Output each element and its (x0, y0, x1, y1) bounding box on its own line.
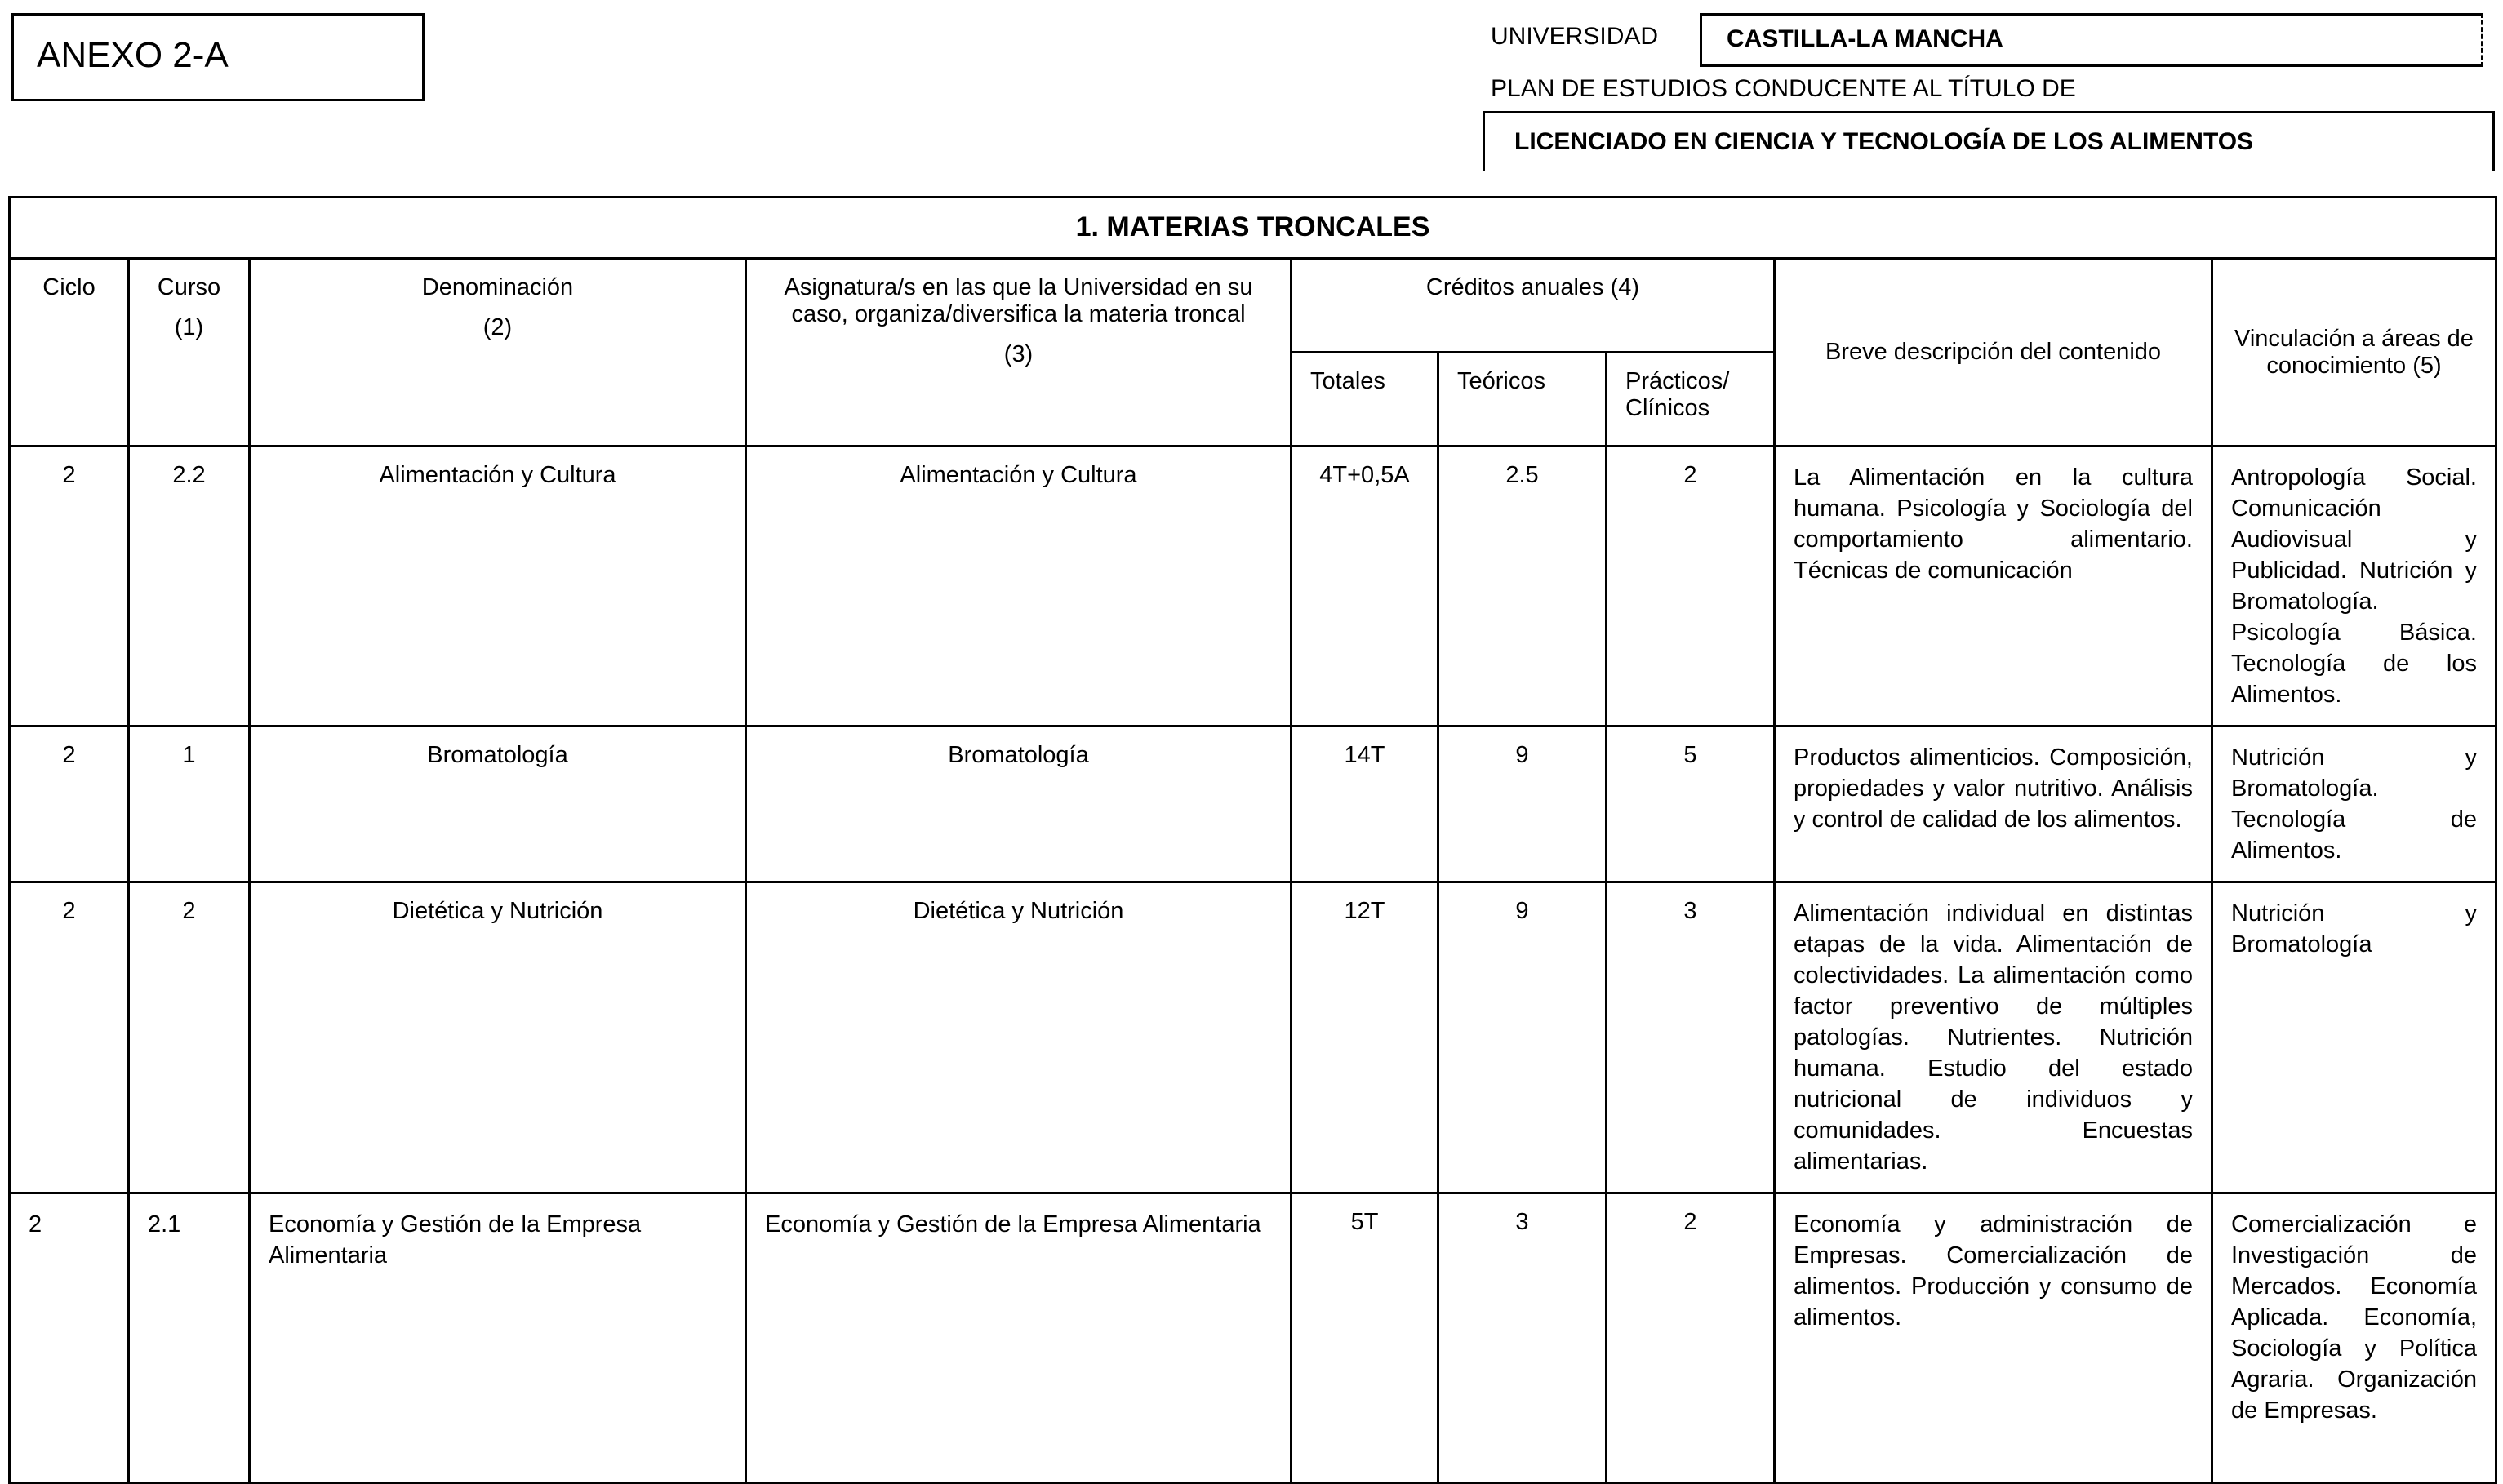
cell-vinculacion: Comercialización e Investigación de Mercados. Economía Aplicada. Economía, Sociología y Política Agraria. Organización de Empresas. (2212, 1193, 2496, 1483)
cell-vinculacion: Nutrición y Bromatología (2212, 882, 2496, 1193)
cell-ciclo: 2 (10, 447, 129, 726)
table-row (10, 1193, 2496, 1483)
header-descripcion: Breve descripción del contenido (1775, 259, 2212, 447)
header-asignaturas-note: (3) (1003, 341, 1034, 367)
cell-curso: 2 (129, 882, 250, 1193)
header-denominacion-note: (2) (482, 314, 513, 340)
table-row (10, 447, 2496, 726)
university-label: UNIVERSIDAD (1491, 23, 1659, 50)
cell-practicos: 2 (1607, 447, 1775, 726)
cell-denominacion: Economía y Gestión de la Empresa Alimentaria (250, 1193, 746, 1483)
header-ciclo-text: Ciclo (42, 274, 96, 300)
degree-title: LICENCIADO EN CIENCIA Y TECNOLOGÍA DE LOS ALIMENTOS (1483, 111, 2495, 171)
cell-asignatura: Alimentación y Cultura (746, 447, 1292, 726)
cell-practicos: 2 (1607, 1193, 1775, 1483)
table-row (10, 726, 2496, 882)
cell-totales: 5T (1292, 1193, 1438, 1483)
cell-teoricos: 9 (1438, 726, 1607, 882)
cell-curso: 2.2 (129, 447, 250, 726)
header-asignaturas (746, 259, 1292, 447)
annex-label: ANEXO 2-A (11, 13, 425, 101)
header-creditos: Créditos anuales (4) (1292, 259, 1775, 353)
header-row (10, 259, 2496, 353)
cell-descripcion: Productos alimenticios. Composición, propiedades y valor nutritivo. Análisis y control de calidad de los alimentos. (1775, 726, 2212, 882)
cell-totales: 14T (1292, 726, 1438, 882)
header-ciclo (10, 259, 129, 447)
university-name: CASTILLA-LA MANCHA (1700, 13, 2483, 67)
header-curso (129, 259, 250, 447)
header-teoricos: Teóricos (1438, 353, 1607, 447)
table-row (10, 882, 2496, 1193)
header-totales: Totales (1292, 353, 1438, 447)
cell-vinculacion: Antropología Social. Comunicación Audiovisual y Publicidad. Nutrición y Bromatología. Psicología Básica. Tecnología de los Alimentos. (2212, 447, 2496, 726)
cell-practicos: 3 (1607, 882, 1775, 1193)
header-curso-note: (1) (174, 314, 204, 340)
header-practicos: Prácticos/ Clínicos (1607, 353, 1775, 447)
cell-denominacion: Dietética y Nutrición (250, 882, 746, 1193)
cell-totales: 4T+0,5A (1292, 447, 1438, 726)
cell-teoricos: 3 (1438, 1193, 1607, 1483)
cell-descripcion: Economía y administración de Empresas. Comercialización de alimentos. Producción y consumo de alimentos. (1775, 1193, 2212, 1483)
cell-descripcion: La Alimentación en la cultura humana. Psicología y Sociología del comportamiento alimentario. Técnicas de comunicación (1775, 447, 2212, 726)
cell-denominacion: Bromatología (250, 726, 746, 882)
header-curso-text: Curso (157, 274, 221, 300)
header-asignaturas-text: Asignatura/s en las que la Universidad en su caso, organiza/diversifica la materia troncal (784, 274, 1253, 327)
cell-asignatura: Dietética y Nutrición (746, 882, 1292, 1193)
header-denominacion (250, 259, 746, 447)
cell-practicos: 5 (1607, 726, 1775, 882)
cell-ciclo: 2 (10, 882, 129, 1193)
cell-asignatura: Economía y Gestión de la Empresa Alimentaria (746, 1193, 1292, 1483)
header-denominacion-text: Denominación (421, 274, 574, 300)
cell-ciclo: 2 (10, 1193, 129, 1483)
cell-teoricos: 2.5 (1438, 447, 1607, 726)
section-title: 1. MATERIAS TRONCALES (10, 198, 2496, 259)
cell-vinculacion: Nutrición y Bromatología. Tecnología de Alimentos. (2212, 726, 2496, 882)
cell-curso: 1 (129, 726, 250, 882)
cell-curso: 2.1 (129, 1193, 250, 1483)
materias-troncales-table (8, 196, 2497, 1484)
plan-label: PLAN DE ESTUDIOS CONDUCENTE AL TÍTULO DE (1491, 75, 2076, 102)
cell-totales: 12T (1292, 882, 1438, 1193)
cell-denominacion: Alimentación y Cultura (250, 447, 746, 726)
cell-descripcion: Alimentación individual en distintas etapas de la vida. Alimentación de colectividades. La alimentación como factor preventivo de múltiples patologías. Nutrientes. Nutrición humana. Estudio del estado nutricional de individuos y comunidades. Encuestas alimentarias. (1775, 882, 2212, 1193)
cell-asignatura: Bromatología (746, 726, 1292, 882)
cell-teoricos: 9 (1438, 882, 1607, 1193)
header-vinculacion: Vinculación a áreas de conocimiento (5) (2212, 259, 2496, 447)
cell-ciclo: 2 (10, 726, 129, 882)
